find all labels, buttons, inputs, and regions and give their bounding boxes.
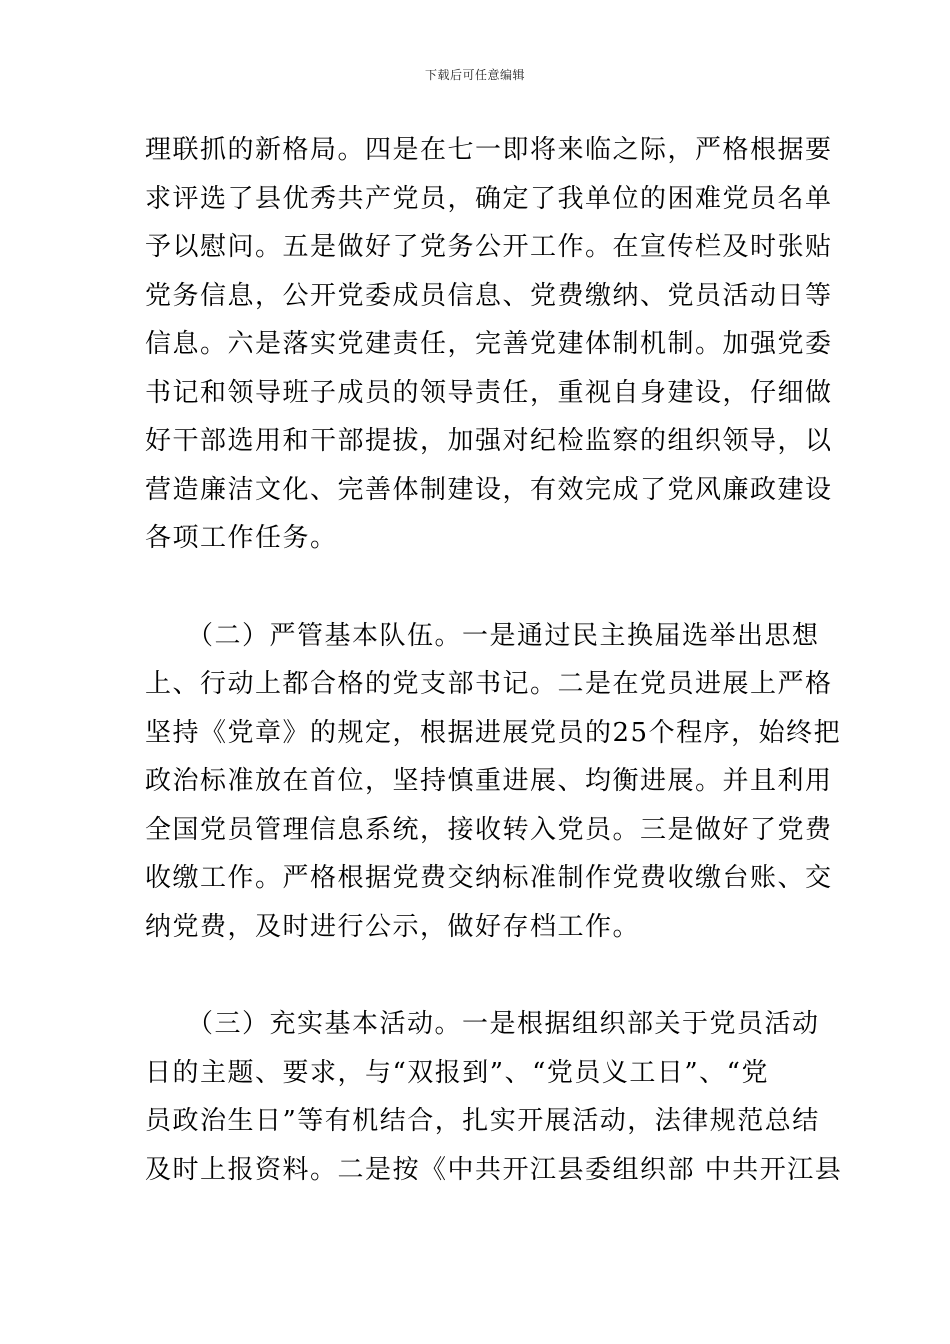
text-line: 及时上报资料。二是按《中共开江县委组织部 中共开江县 bbox=[145, 1154, 843, 1185]
text-line: 党务信息，公开党委成员信息、党费缴纳、党员活动日等 bbox=[145, 280, 833, 311]
text-line: 各项工作任务。 bbox=[145, 523, 338, 553]
document-body bbox=[145, 126, 843, 1194]
text-line: 好干部选用和干部提拔，加强对纪检监察的组织领导，以 bbox=[145, 426, 833, 456]
text-line: 予以慰问。五是做好了党务公开工作。在宣传栏及时张贴 bbox=[145, 232, 833, 262]
text-line: 坚持《党章》的规定，根据进展党员的25个程序，始终把 bbox=[145, 717, 842, 748]
text-line: （二）严管基本队伍。一是通过民主换届选举出思想 bbox=[145, 620, 820, 651]
text-line: （三）充实基本活动。一是根据组织部关于党员活动 bbox=[145, 1009, 820, 1039]
paragraph-3 bbox=[145, 1000, 843, 1194]
text-line: 收缴工作。严格根据党费交纳标准制作党费收缴台账、交 bbox=[145, 863, 833, 893]
text-line: 全国党员管理信息系统，接收转入党员。三是做好了党费 bbox=[145, 814, 833, 845]
text-line: 理联抓的新格局。四是在七一即将来临之际，严格根据要 bbox=[145, 135, 833, 165]
text-line: 日的主题、要求，与“双报到”、“党员义工日”、“党 bbox=[145, 1057, 769, 1088]
text-line: 信息。六是落实党建责任，完善党建体制机制。加强党委 bbox=[145, 329, 833, 359]
text-line: 营造廉洁文化、完善体制建设，有效完成了党风廉政建设 bbox=[145, 474, 833, 505]
text-line: 员政治生日”等有机结合，扎实开展活动，法律规范总结 bbox=[145, 1106, 820, 1136]
paragraph-spacer bbox=[145, 951, 807, 1000]
paragraph-1 bbox=[145, 126, 833, 563]
paragraph-2 bbox=[145, 612, 842, 952]
text-line: 纳党费，及时进行公示，做好存档工作。 bbox=[145, 911, 641, 942]
text-line: 上、行动上都合格的党支部书记。二是在党员进展上严格 bbox=[145, 669, 833, 699]
text-line: 政治标准放在首位，坚持慎重进展、均衡进展。并且利用 bbox=[145, 766, 833, 796]
paragraph-spacer bbox=[145, 563, 807, 612]
text-line: 求评选了县优秀共产党员，确定了我单位的困难党员名单 bbox=[145, 183, 833, 214]
text-line: 书记和领导班子成员的领导责任，重视自身建设，仔细做 bbox=[145, 377, 833, 408]
page-header-note: 下载后可任意编辑 bbox=[424, 68, 525, 82]
